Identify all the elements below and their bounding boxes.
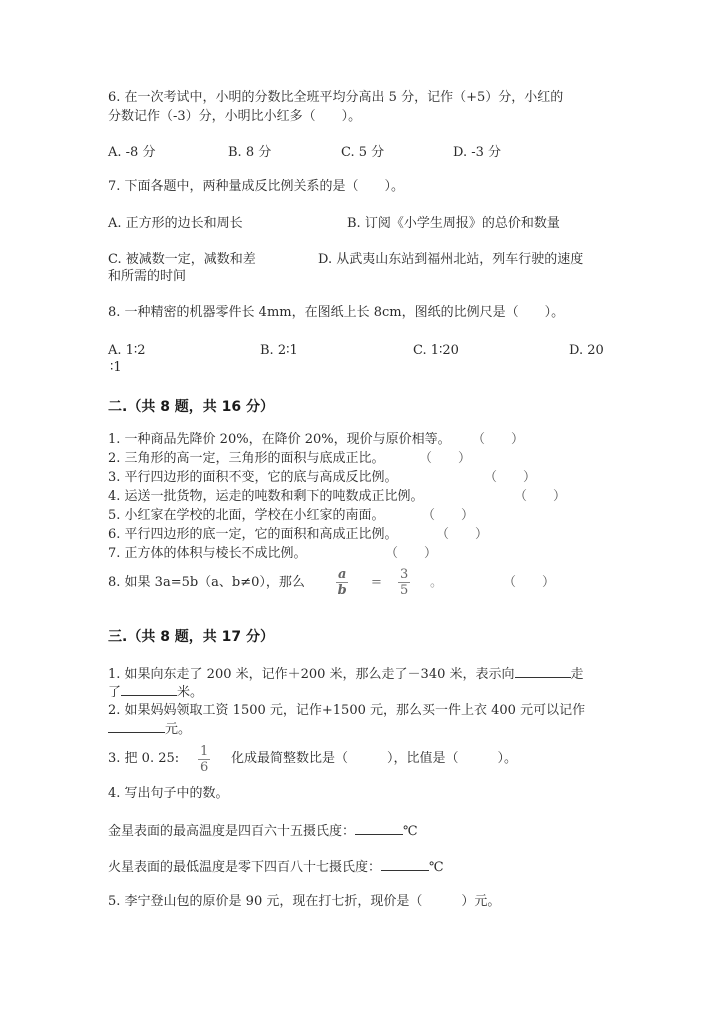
q8-option-b: B. 2∶1 [260, 343, 298, 358]
section3-q1-line2 [108, 683, 203, 701]
celsius-unit: ℃ [429, 860, 444, 875]
section2-item-3 [108, 468, 398, 487]
item-text: 1. 一种商品先降价 20%，在降价 20%，现价与原价相等。 [108, 432, 451, 447]
section2-item-2-paren: （ ） [419, 451, 472, 466]
fraction-denominator: 6 [200, 760, 209, 775]
equals-sign: = [371, 575, 382, 590]
venus-text: 金星表面的最高温度是四百六十五摄氏度： [108, 824, 356, 839]
section2-item-3-paren: （ ） [484, 470, 537, 485]
q7-option-c: C. 被减数一定，减数和差 [108, 252, 256, 267]
section2-heading: 二.（共 8 题，共 16 分） [108, 399, 275, 415]
section2-item-8-paren: （ ） [503, 575, 556, 590]
mars-text: 火星表面的最低温度是零下四百八十七摄氏度： [108, 860, 382, 875]
q6-option-c: C. 5 分 [341, 145, 385, 160]
q1-text-end: 米。 [177, 685, 204, 700]
q7-option-d-continued: 和所需的时间 [108, 269, 187, 284]
section3-q5: 5. 李宁登山包的原价是 90 元，现在打七折，现价是（ ）元。 [108, 894, 501, 909]
section3-heading: 三.（共 8 题，共 17 分） [108, 629, 275, 645]
q8-option-d: D. 20 [569, 343, 604, 358]
item-text: 2. 三角形的高一定，三角形的面积与底成正比。 [108, 451, 385, 466]
q1-text-end: 走 [570, 667, 584, 682]
period-mark: 。 [430, 575, 444, 590]
section2-item-6-paren: （ ） [436, 527, 489, 542]
section2-item-4-paren: （ ） [514, 489, 567, 504]
q7-option-a: A. 正方形的边长和周长 [108, 216, 243, 231]
section3-q3-suffix: 化成最简整数比是（ ），比值是（ ）。 [231, 751, 518, 766]
section3-q2-line1: 2. 如果妈妈领取工资 1500 元，记作+1500 元，那么买一件上衣 400 元可以记作 [108, 703, 586, 718]
q7-stem: 7. 下面各题中，两种量成反比例关系的是（ ）。 [108, 179, 405, 194]
section2-item-7-paren: （ ） [385, 546, 438, 561]
section2-item-8-prefix: 8. 如果 3a=5b（a、b≠0），那么 [108, 575, 305, 590]
item-text: 3. 平行四边形的面积不变，它的底与高成反比例。 [108, 470, 398, 485]
q8-option-a: A. 1∶2 [108, 343, 146, 358]
celsius-unit: ℃ [403, 824, 418, 839]
section2-item-2 [108, 449, 385, 468]
fraction-denominator: b [337, 583, 347, 598]
fraction-a-over-b [336, 567, 348, 598]
q8-stem: 8. 一种精密的机器零件长 4mm，在图纸上长 8cm，图纸的比例尺是（ ）。 [108, 305, 565, 320]
answer-blank[interactable] [355, 822, 403, 835]
section2-item-5 [108, 506, 385, 525]
answer-blank[interactable] [108, 720, 165, 733]
q7-option-d: D. 从武夷山东站到福州北站，列车行驶的速度 [318, 252, 584, 267]
section2-item-1 [108, 430, 451, 449]
q1-text-start: 了 [108, 685, 122, 700]
section3-q1-line1 [108, 665, 584, 683]
fraction-numerator: 3 [400, 567, 409, 582]
q7-option-b: B. 订阅《小学生周报》的总价和数量 [347, 216, 560, 231]
q6-option-d: D. -3 分 [453, 145, 502, 160]
q6-option-a: A. -8 分 [108, 145, 156, 160]
item-text: 6. 平行四边形的底一定，它的面积和高成正比例。 [108, 527, 398, 542]
section3-q2-line2 [108, 720, 191, 738]
item-text: 7. 正方体的体积与棱长不成比例。 [108, 546, 307, 561]
fraction-denominator: 5 [400, 583, 409, 598]
fraction-numerator: 1 [200, 744, 209, 759]
q6-stem-line2: 分数记作（-3）分，小明比小红多（ ）。 [108, 109, 362, 124]
section2-item-7 [108, 544, 307, 563]
section2-item-4 [108, 487, 424, 506]
q6-stem-line1: 6. 在一次考试中，小明的分数比全班平均分高出 5 分，记作（+5）分，小红的 [108, 90, 564, 105]
section2-item-1-paren: （ ） [472, 432, 525, 447]
item-text: 4. 运送一批货物，运走的吨数和剩下的吨数成正比例。 [108, 489, 424, 504]
section3-q4-stem: 4. 写出句子中的数。 [108, 786, 229, 801]
answer-blank[interactable] [121, 683, 177, 696]
section2-item-6 [108, 525, 398, 544]
q2-text-end: 元。 [165, 722, 192, 737]
answer-blank[interactable] [515, 665, 571, 678]
fraction-1-over-6 [198, 744, 210, 775]
section3-q4-mars [108, 858, 444, 876]
item-text: 5. 小红家在学校的北面，学校在小红家的南面。 [108, 508, 385, 523]
section3-q4-venus [108, 822, 418, 840]
q1-text: 1. 如果向东走了 200 米，记作＋200 米，那么走了－340 米，表示向 [108, 667, 515, 682]
answer-blank[interactable] [381, 858, 429, 871]
fraction-numerator: a [338, 567, 347, 582]
fraction-3-over-5 [398, 567, 410, 598]
q8-option-c: C. 1∶20 [413, 343, 459, 358]
section2-item-5-paren: （ ） [422, 508, 475, 523]
q8-option-d-continued: ∶1 [110, 360, 122, 375]
section3-q3-prefix: 3. 把 0. 25: [108, 751, 180, 766]
q6-option-b: B. 8 分 [228, 145, 272, 160]
